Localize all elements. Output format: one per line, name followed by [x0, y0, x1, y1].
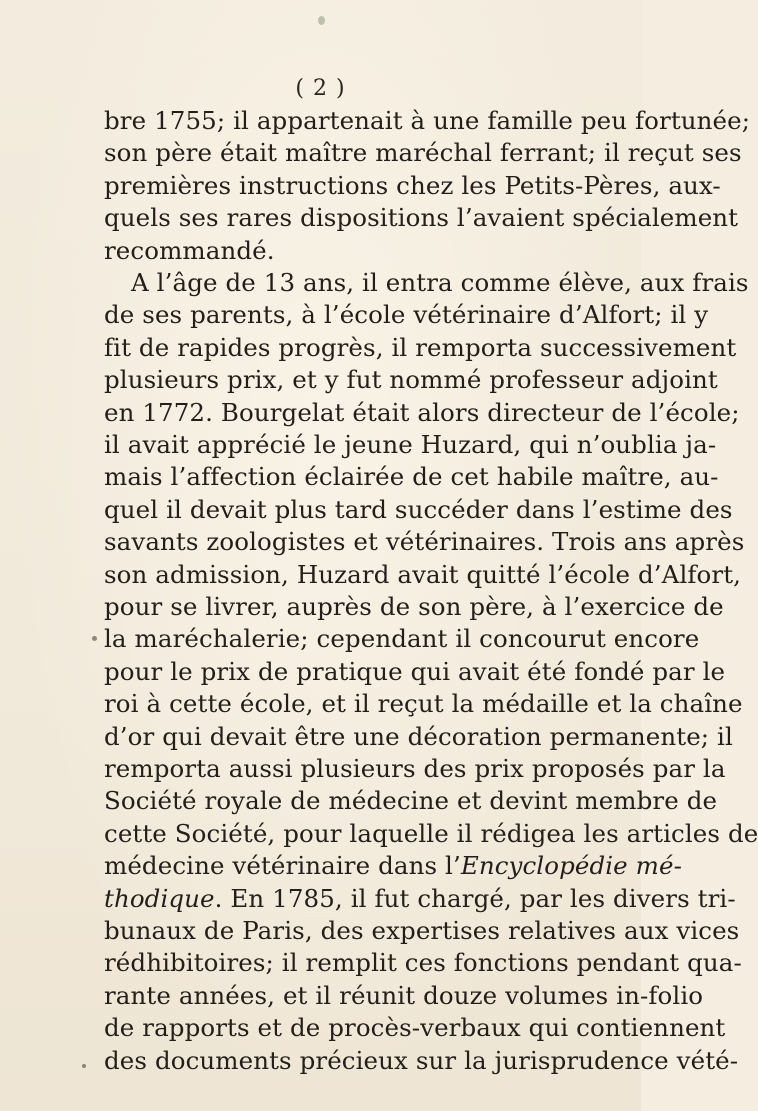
text-line: bunaux de Paris, des expertises relatives aux vices: [104, 916, 740, 945]
text-line: cette Société, pour laquelle il rédigea les articles de: [104, 818, 758, 848]
text-line: A l’âge de 13 ans, il entra comme élève, aux frais: [131, 268, 749, 297]
text-line: rante années, et il réunit douze volumes in-folio: [104, 980, 704, 1010]
text-line: plusieurs prix, et y fut nommé professeur adjoint: [104, 365, 718, 395]
text-line: médecine vétérinaire dans l’Encyclopédie mé-: [104, 851, 682, 881]
ink-speck: [92, 636, 97, 641]
text-line: fit de rapides progrès, il remporta successivement: [104, 332, 737, 362]
text-line: en 1772. Bourgelat était alors directeur de l’école;: [104, 397, 740, 427]
text-line: recommandé.: [104, 235, 275, 265]
text-line: de rapports et de procès-verbaux qui contiennent: [104, 1013, 726, 1043]
text-line: de ses parents, à l’école vétérinaire d’Alfort; il y: [104, 300, 709, 330]
text-line: pour le prix de pratique qui avait été fondé par le: [104, 656, 726, 686]
text-line: roi à cette école, et il reçut la médaille et la chaîne: [104, 689, 743, 719]
text-line: pour se livrer, auprès de son père, à l’exercice de: [104, 592, 724, 621]
text-line: son admission, Huzard avait quitté l’école d’Alfort,: [104, 559, 742, 589]
text-line: d’or qui devait être une décoration permanente; il: [104, 721, 733, 751]
text-line: Société royale de médecine et devint membre de: [104, 786, 718, 816]
text-line: premières instructions chez les Petits-Pères, aux-: [104, 170, 721, 200]
text-line: thodique. En 1785, il fut chargé, par les divers tri-: [104, 883, 736, 913]
text-line: savants zoologistes et vétérinaires. Trois ans après: [104, 527, 745, 557]
page-number: ( 2 ): [295, 76, 346, 101]
text-line: bre 1755; il appartenait à une famille peu fortunée;: [104, 106, 751, 135]
text-line: remporta aussi plusieurs des prix proposés par la: [104, 754, 726, 783]
ink-speck: [318, 16, 325, 25]
text-line: son père était maître maréchal ferrant; il reçut ses: [104, 138, 742, 168]
ink-speck: [82, 1064, 86, 1068]
text-line: il avait apprécié le jeune Huzard, qui n’oublia ja-: [104, 430, 717, 459]
text-line: quel il devait plus tard succéder dans l’estime des: [104, 494, 733, 524]
text-line: rédhibitoires; il remplit ces fonctions pendant qua-: [104, 948, 742, 978]
text-line: la maréchalerie; cependant il concourut encore: [104, 624, 700, 654]
text-line: des documents précieux sur la jurisprudence vété-: [104, 1045, 739, 1075]
text-line: mais l’affection éclairée de cet habile maître, au-: [104, 462, 719, 492]
text-line: quels ses rares dispositions l’avaient spécialement: [104, 203, 739, 233]
